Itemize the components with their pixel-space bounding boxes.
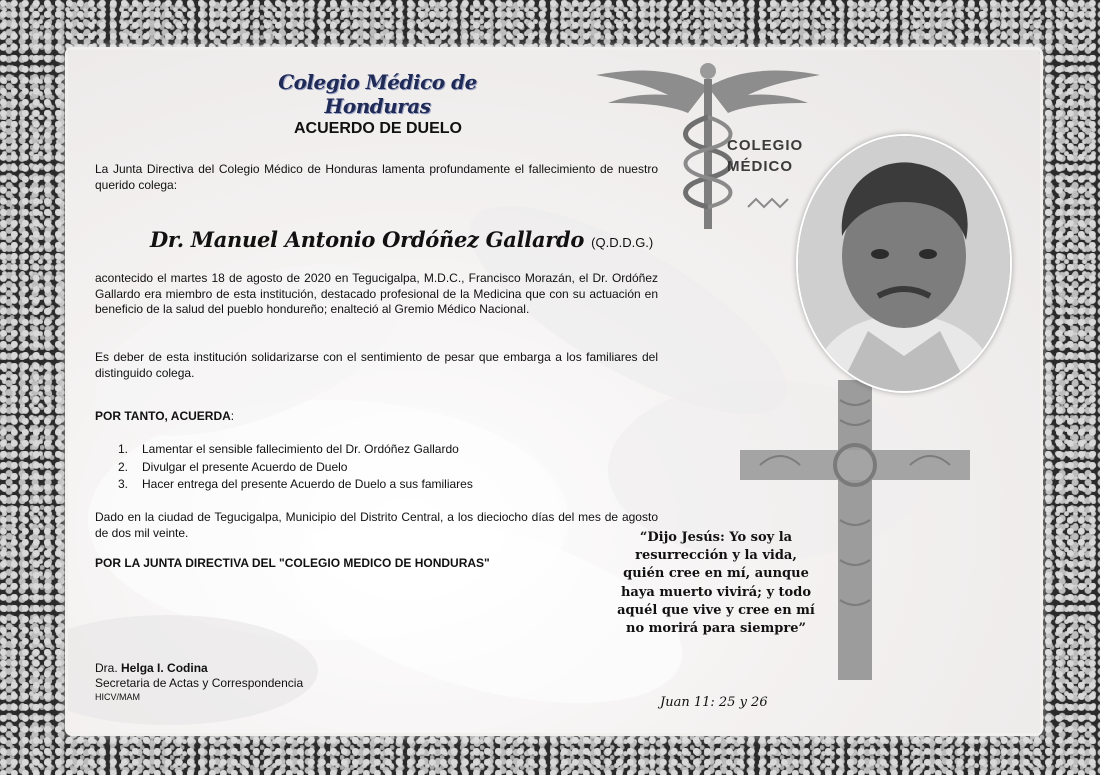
crest-label xyxy=(727,135,803,177)
board-line: POR LA JUNTA DIRECTIVA DEL "COLEGIO MEDICO DE HONDURAS" xyxy=(95,556,490,570)
portrait-photo xyxy=(796,134,1012,393)
details-paragraph: acontecido el martes 18 de agosto de 2020 en Tegucigalpa, M.D.C., Francisco Morazán, el Dr. Ordóñez Gallardo era miembro de esta institución, destacado profesional de la Medicina que con su actuación en beneficio de la salud del pueblo hondureño; enalteció al Gremio Médico Nacional. xyxy=(95,271,658,316)
person-icon xyxy=(798,136,1010,391)
crest-line-1: COLEGIO xyxy=(727,137,804,154)
document-title: ACUERDO DE DUELO xyxy=(293,120,462,137)
bible-quote: “Dijo Jesús: Yo soy la resurrección y la vida, quién cree en mí, aunque haya muerto vivirá; y todo aquél que vive y cree en mí no morirá para siempre” xyxy=(617,530,815,637)
institution-logo: Colegio Médico de Honduras xyxy=(278,70,477,118)
crest-line-2: MÉDICO xyxy=(727,158,793,175)
signer-name: Helga I. Codina xyxy=(121,661,208,675)
bible-reference: Juan 11: 25 y 26 xyxy=(660,695,768,710)
list-item-number: 1. xyxy=(118,442,129,456)
signature-block xyxy=(95,661,303,705)
list-item-text: Divulgar el presente Acuerdo de Duelo xyxy=(142,459,348,474)
resolves-heading-colon: : xyxy=(230,409,235,423)
list-item xyxy=(118,441,473,459)
signer-name-line xyxy=(95,661,303,676)
resolves-heading-text: POR TANTO, ACUERDA xyxy=(95,409,231,423)
resolutions-list xyxy=(118,441,473,494)
intro-paragraph: La Junta Directiva del Colegio Médico de Honduras lamenta profundamente el fallecimiento de nuestro querido colega: xyxy=(95,162,658,192)
list-item-number: 2. xyxy=(118,459,129,474)
list-item-text: Lamentar el sensible fallecimiento del Dr. Ordóñez Gallardo xyxy=(142,442,459,456)
list-item xyxy=(118,476,473,494)
list-item-number: 3. xyxy=(118,477,129,491)
list-item-text: Hacer entrega del presente Acuerdo de Duelo a sus familiares xyxy=(142,477,473,491)
signer-role: Secretaria de Actas y Correspondencia xyxy=(95,675,304,690)
given-paragraph: Dado en la ciudad de Tegucigalpa, Municipio del Distrito Central, a los dieciocho días del mes de agosto de dos mil veinte. xyxy=(95,510,658,540)
duty-paragraph: Es deber de esta institución solidarizarse con el sentimiento de pesar que embarga a los familiares del distinguido colega. xyxy=(95,350,658,380)
deceased-suffix: (Q.D.D.G.) xyxy=(591,235,654,250)
signer-initials: HICV/MAM xyxy=(95,692,140,702)
deceased-name xyxy=(150,227,654,252)
resolves-heading xyxy=(95,409,234,423)
obituary-card xyxy=(68,50,1040,733)
deceased-full-name: Dr. Manuel Antonio Ordóñez Gallardo xyxy=(150,227,585,252)
signer-prefix: Dra. xyxy=(95,661,118,675)
list-item xyxy=(118,459,473,477)
